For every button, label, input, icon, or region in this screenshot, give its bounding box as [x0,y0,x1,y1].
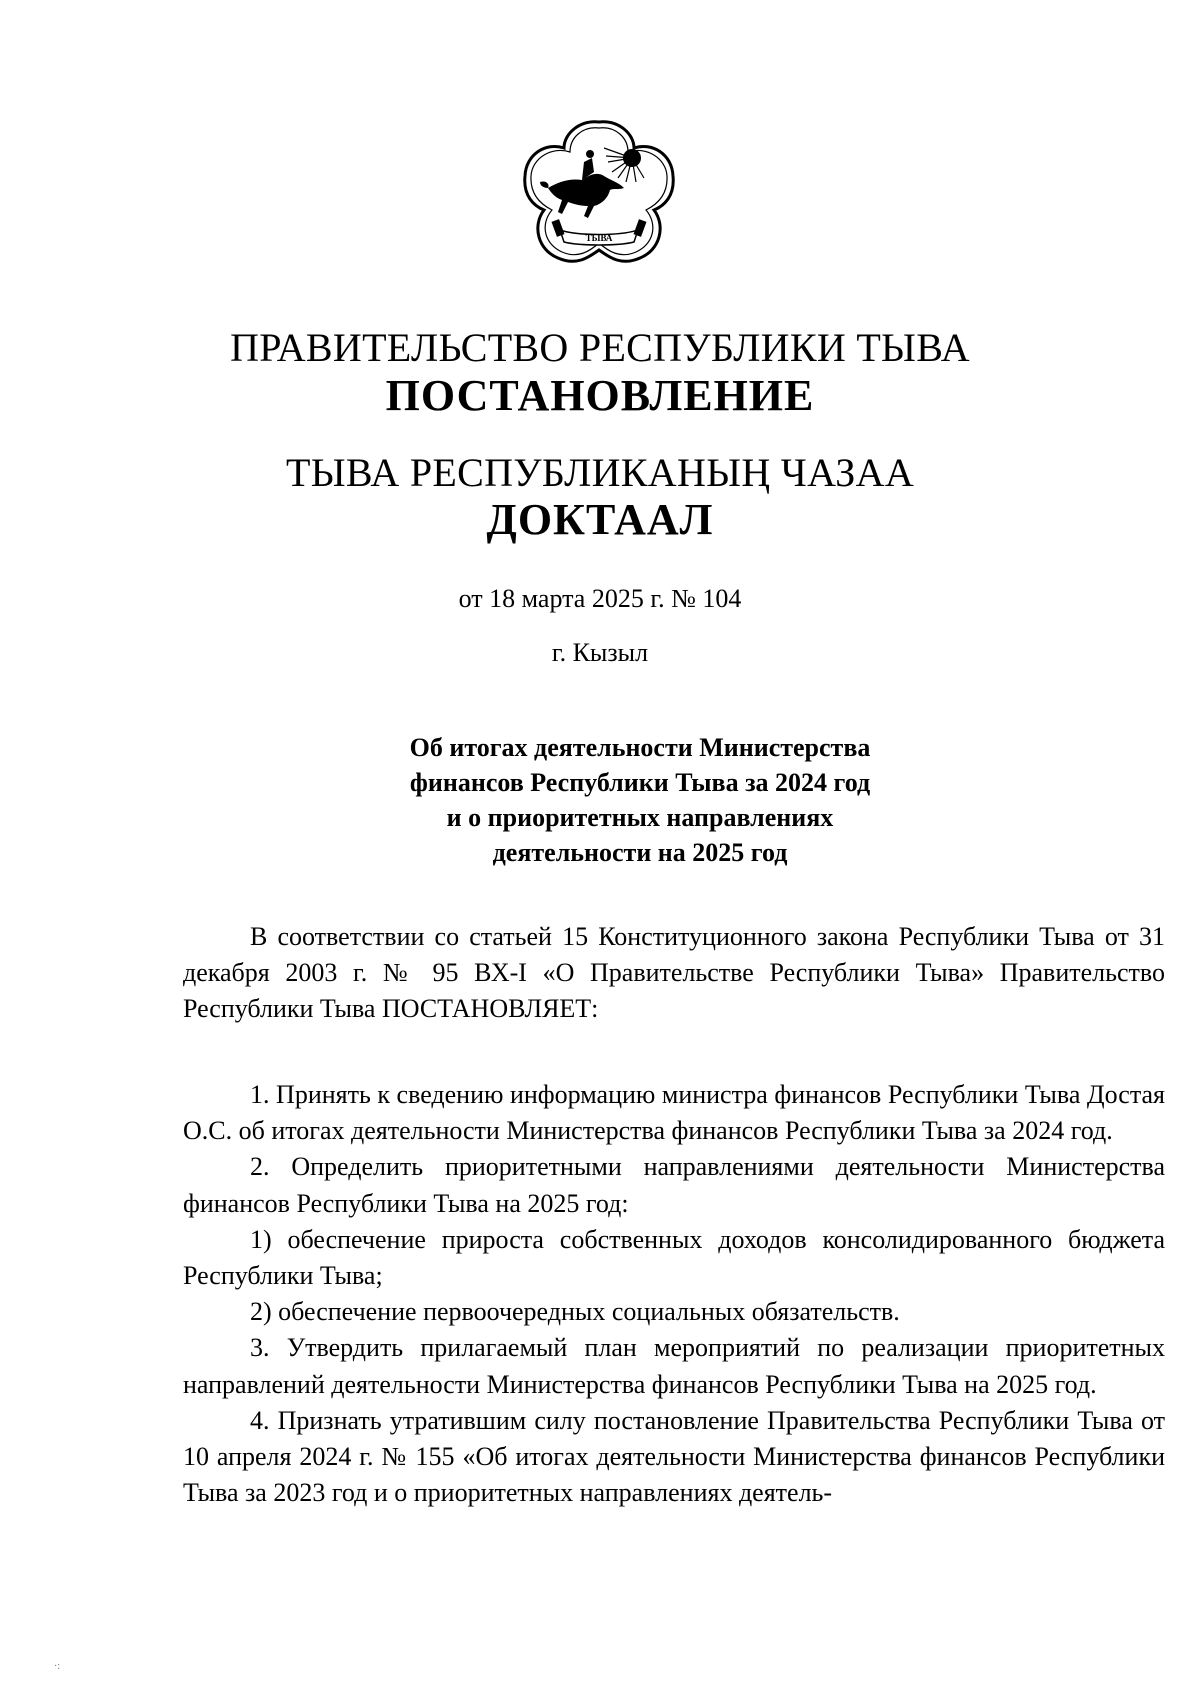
body-paragraph: 1. Принять к сведению информацию министра финансов Республики Тыва Достая О.С. об итогах деятельности Министерства финансов Республики Тыва за 2024 год. [183,1080,1165,1146]
tuva-coat-of-arms-icon [518,118,680,278]
document-body [183,1077,1165,1511]
body-paragraph: 2. Определить приоритетными направлениями деятельности Министерства финансов Республики Тыва на 2025 год: [183,1152,1165,1218]
body-paragraph: 2) обеспечение первоочередных социальных обязательств. [250,1297,900,1327]
document-date-number: от 18 марта 2025 г. № 104 [458,584,742,613]
emblem-ribbon-text: ТЫВА [585,233,613,243]
subject-line: финансов Республики Тыва за 2024 год [409,768,871,797]
body-paragraph: 3. Утвердить прилагаемый план мероприятий по реализации приоритетных направлений деятельности Министерства финансов Республики Тыва на 2025 год. [183,1333,1165,1399]
scan-speck: ·: [54,1661,61,1672]
body-paragraph: 1) обеспечение прироста собственных доходов консолидированного бюджета Республики Тыва; [183,1224,1165,1291]
government-name-ru: ПРАВИТЕЛЬСТВО РЕСПУБЛИКИ ТЫВА [230,325,970,370]
document-city: г. Кызыл [551,638,649,667]
document-subject [360,730,920,870]
preamble-paragraph: В соответствии со статьей 15 Конституционного закона Республики Тыва от 31 декабря 2003 г. № 95 ВХ-I «О Правительстве Республики Тыва» Правительство Республики Тыва ПОСТАНОВЛЯЕТ: [183,922,1165,1024]
body-paragraph: 4. Признать утратившим силу постановление Правительства Республики Тыва от 10 апреля 2024 г. № 155 «Об итогах деятельности Министерства финансов Республики Тыва за 2023 год и о приоритетных направлениях деятель- [183,1405,1165,1508]
subject-line: Об итогах деятельности Министерства [409,733,871,762]
document-type-tyv: ДОКТААЛ [486,495,714,544]
subject-line: и о приоритетных направлениях [446,803,834,832]
government-name-tyv: ТЫВА РЕСПУБЛИКАНЫҢ ЧАЗАА [285,450,915,495]
subject-line: деятельности на 2025 год [492,838,788,867]
document-type-ru: ПОСТАНОВЛЕНИЕ [385,371,815,420]
document-preamble [183,919,1165,1028]
